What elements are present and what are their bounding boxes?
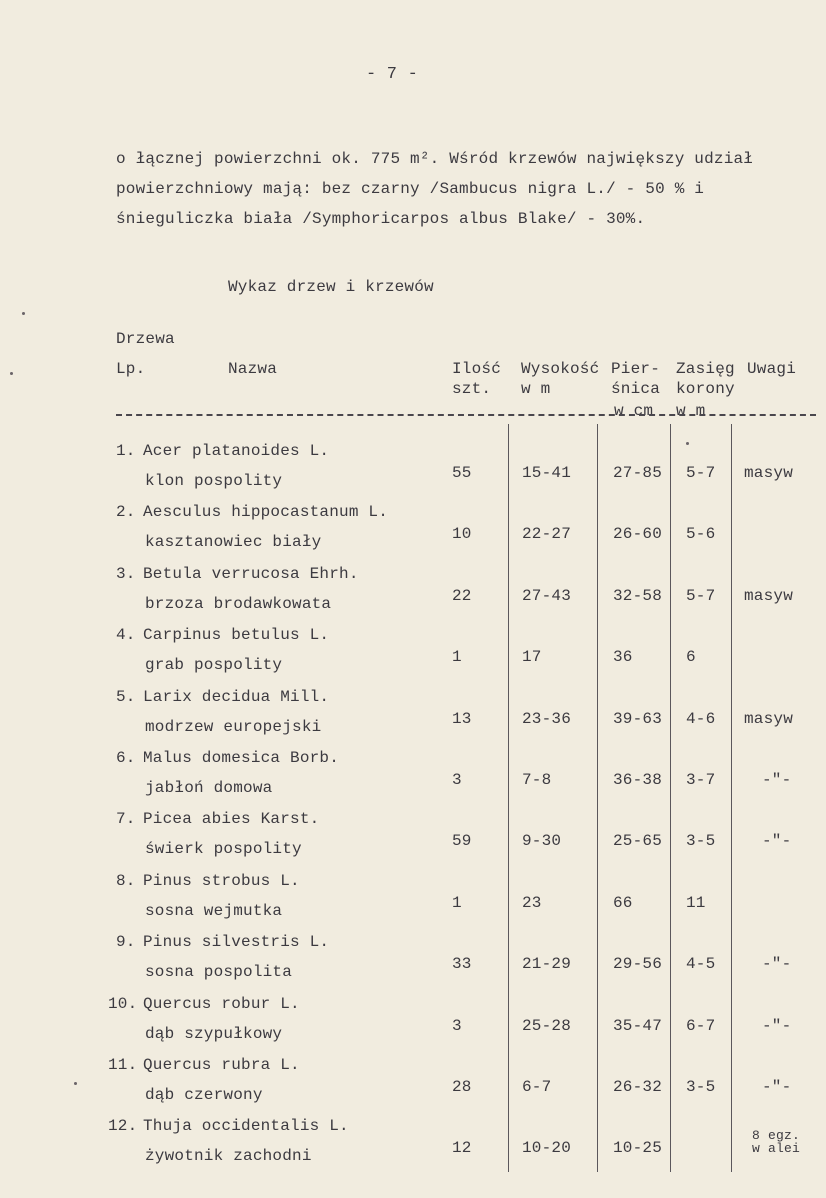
row-ilosc: 33 <box>452 955 472 973</box>
row-wysokosc: 10-20 <box>522 1139 572 1157</box>
header-zasieg-unit: w m <box>676 402 706 420</box>
paper-speck <box>74 1082 77 1085</box>
header-wysokosc-unit: w m <box>521 380 551 398</box>
row-polish-name: sosna pospolita <box>145 963 293 981</box>
paper-speck <box>10 372 13 375</box>
row-wysokosc: 6-7 <box>522 1078 552 1096</box>
header-piersnica-unit: w cm <box>614 402 654 420</box>
row-latin-name: Malus domesica Borb. <box>143 749 340 767</box>
row-zasieg: 4-6 <box>686 710 716 728</box>
row-uwagi: -"- <box>762 832 792 850</box>
row-zasieg: 3-7 <box>686 771 716 789</box>
row-ilosc: 22 <box>452 587 472 605</box>
row-ilosc: 59 <box>452 832 472 850</box>
row-ilosc: 10 <box>452 525 472 543</box>
row-wysokosc: 15-41 <box>522 464 572 482</box>
row-ilosc: 55 <box>452 464 472 482</box>
row-latin-name: Pinus strobus L. <box>143 872 300 890</box>
row-piersnica: 25-65 <box>613 832 663 850</box>
row-ilosc: 13 <box>452 710 472 728</box>
row-piersnica: 26-32 <box>613 1078 663 1096</box>
row-wysokosc: 22-27 <box>522 525 572 543</box>
row-latin-name: Larix decidua Mill. <box>143 688 330 706</box>
row-uwagi: masyw <box>744 587 794 605</box>
paragraph-line-2: powierzchniowy mają: bez czarny /Sambucus nigra L./ - 50 % i <box>116 180 705 198</box>
row-polish-name: klon pospolity <box>145 472 283 490</box>
row-lp: 11. <box>108 1056 138 1074</box>
row-ilosc: 12 <box>452 1139 472 1157</box>
row-uwagi: -"- <box>762 1017 792 1035</box>
row-wysokosc: 7-8 <box>522 771 552 789</box>
row-lp: 8. <box>116 872 136 890</box>
row-zasieg: 4-5 <box>686 955 716 973</box>
row-polish-name: dąb szypułkowy <box>145 1025 283 1043</box>
row-lp: 6. <box>116 749 136 767</box>
paper-speck <box>686 442 689 445</box>
paper-speck <box>22 312 25 315</box>
page-number: - 7 - <box>366 65 419 84</box>
header-lp: Lp. <box>116 360 146 378</box>
row-polish-name: kasztanowiec biały <box>145 533 322 551</box>
header-wysokosc: Wysokość <box>521 360 600 378</box>
row-latin-name: Thuja occidentalis L. <box>143 1117 349 1135</box>
header-uwagi: Uwagi <box>747 360 797 378</box>
row-piersnica: 39-63 <box>613 710 663 728</box>
section-heading: Drzewa <box>116 330 175 348</box>
row-polish-name: brzoza brodawkowata <box>145 595 332 613</box>
row-wysokosc: 23-36 <box>522 710 572 728</box>
row-wysokosc: 21-29 <box>522 955 572 973</box>
row-latin-name: Quercus robur L. <box>143 995 300 1013</box>
row-wysokosc: 23 <box>522 894 542 912</box>
row-zasieg: 6-7 <box>686 1017 716 1035</box>
row-uwagi: -"- <box>762 1078 792 1096</box>
row-piersnica: 32-58 <box>613 587 663 605</box>
row-piersnica: 35-47 <box>613 1017 663 1035</box>
row-zasieg: 5-7 <box>686 464 716 482</box>
column-divider <box>597 424 598 1172</box>
row-lp: 5. <box>116 688 136 706</box>
row-zasieg: 11 <box>686 894 706 912</box>
header-piersnica-2: śnica <box>611 380 661 398</box>
header-piersnica: Pier- <box>611 360 661 378</box>
row-wysokosc: 9-30 <box>522 832 562 850</box>
row-lp: 9. <box>116 933 136 951</box>
row-piersnica: 36 <box>613 648 633 666</box>
paragraph-line-3: śnieguliczka biała /Symphoricarpos albus Blake/ - 30%. <box>116 210 646 228</box>
row-latin-name: Aesculus hippocastanum L. <box>143 503 389 521</box>
row-latin-name: Picea abies Karst. <box>143 810 320 828</box>
row-polish-name: żywotnik zachodni <box>145 1147 312 1165</box>
row-polish-name: jabłoń domowa <box>145 779 273 797</box>
row-polish-name: świerk pospolity <box>145 840 302 858</box>
row-polish-name: dąb czerwony <box>145 1086 263 1104</box>
row-polish-name: grab pospolity <box>145 656 283 674</box>
header-zasieg: Zasięg <box>676 360 735 378</box>
list-title: Wykaz drzew i krzewów <box>228 278 434 296</box>
row-zasieg: 5-7 <box>686 587 716 605</box>
row-piersnica: 36-38 <box>613 771 663 789</box>
row-uwagi: masyw <box>744 464 794 482</box>
row-ilosc: 1 <box>452 648 462 666</box>
row-ilosc: 28 <box>452 1078 472 1096</box>
paragraph-line-1: o łącznej powierzchni ok. 775 m². Wśród krzewów największy udział <box>116 150 754 168</box>
row-latin-name: Pinus silvestris L. <box>143 933 330 951</box>
row-lp: 3. <box>116 565 136 583</box>
row-zasieg: 3-5 <box>686 832 716 850</box>
column-divider <box>731 424 732 1172</box>
row-latin-name: Carpinus betulus L. <box>143 626 330 644</box>
row-lp: 2. <box>116 503 136 521</box>
header-ilosc: Ilość <box>452 360 502 378</box>
row-zasieg: 3-5 <box>686 1078 716 1096</box>
row-piersnica: 26-60 <box>613 525 663 543</box>
row-lp: 7. <box>116 810 136 828</box>
row-wysokosc: 27-43 <box>522 587 572 605</box>
header-dashed-rule <box>116 414 816 416</box>
row-piersnica: 27-85 <box>613 464 663 482</box>
row-uwagi: 8 egz. w alei <box>752 1128 801 1156</box>
row-zasieg: 5-6 <box>686 525 716 543</box>
row-uwagi: -"- <box>762 955 792 973</box>
row-lp: 10. <box>108 995 138 1013</box>
header-ilosc-unit: szt. <box>452 380 492 398</box>
row-lp: 12. <box>108 1117 138 1135</box>
row-polish-name: sosna wejmutka <box>145 902 283 920</box>
row-piersnica: 29-56 <box>613 955 663 973</box>
header-zasieg-2: korony <box>676 380 735 398</box>
row-latin-name: Quercus rubra L. <box>143 1056 300 1074</box>
row-uwagi: -"- <box>762 771 792 789</box>
header-nazwa: Nazwa <box>228 360 278 378</box>
row-uwagi: masyw <box>744 710 794 728</box>
row-zasieg: 6 <box>686 648 696 666</box>
row-lp: 1. <box>116 442 136 460</box>
row-wysokosc: 25-28 <box>522 1017 572 1035</box>
row-ilosc: 3 <box>452 771 462 789</box>
row-wysokosc: 17 <box>522 648 542 666</box>
column-divider <box>670 424 671 1172</box>
row-piersnica: 66 <box>613 894 633 912</box>
row-ilosc: 3 <box>452 1017 462 1035</box>
row-latin-name: Betula verrucosa Ehrh. <box>143 565 359 583</box>
column-divider <box>508 424 509 1172</box>
row-lp: 4. <box>116 626 136 644</box>
row-latin-name: Acer platanoides L. <box>143 442 330 460</box>
row-polish-name: modrzew europejski <box>145 718 322 736</box>
row-piersnica: 10-25 <box>613 1139 663 1157</box>
row-ilosc: 1 <box>452 894 462 912</box>
